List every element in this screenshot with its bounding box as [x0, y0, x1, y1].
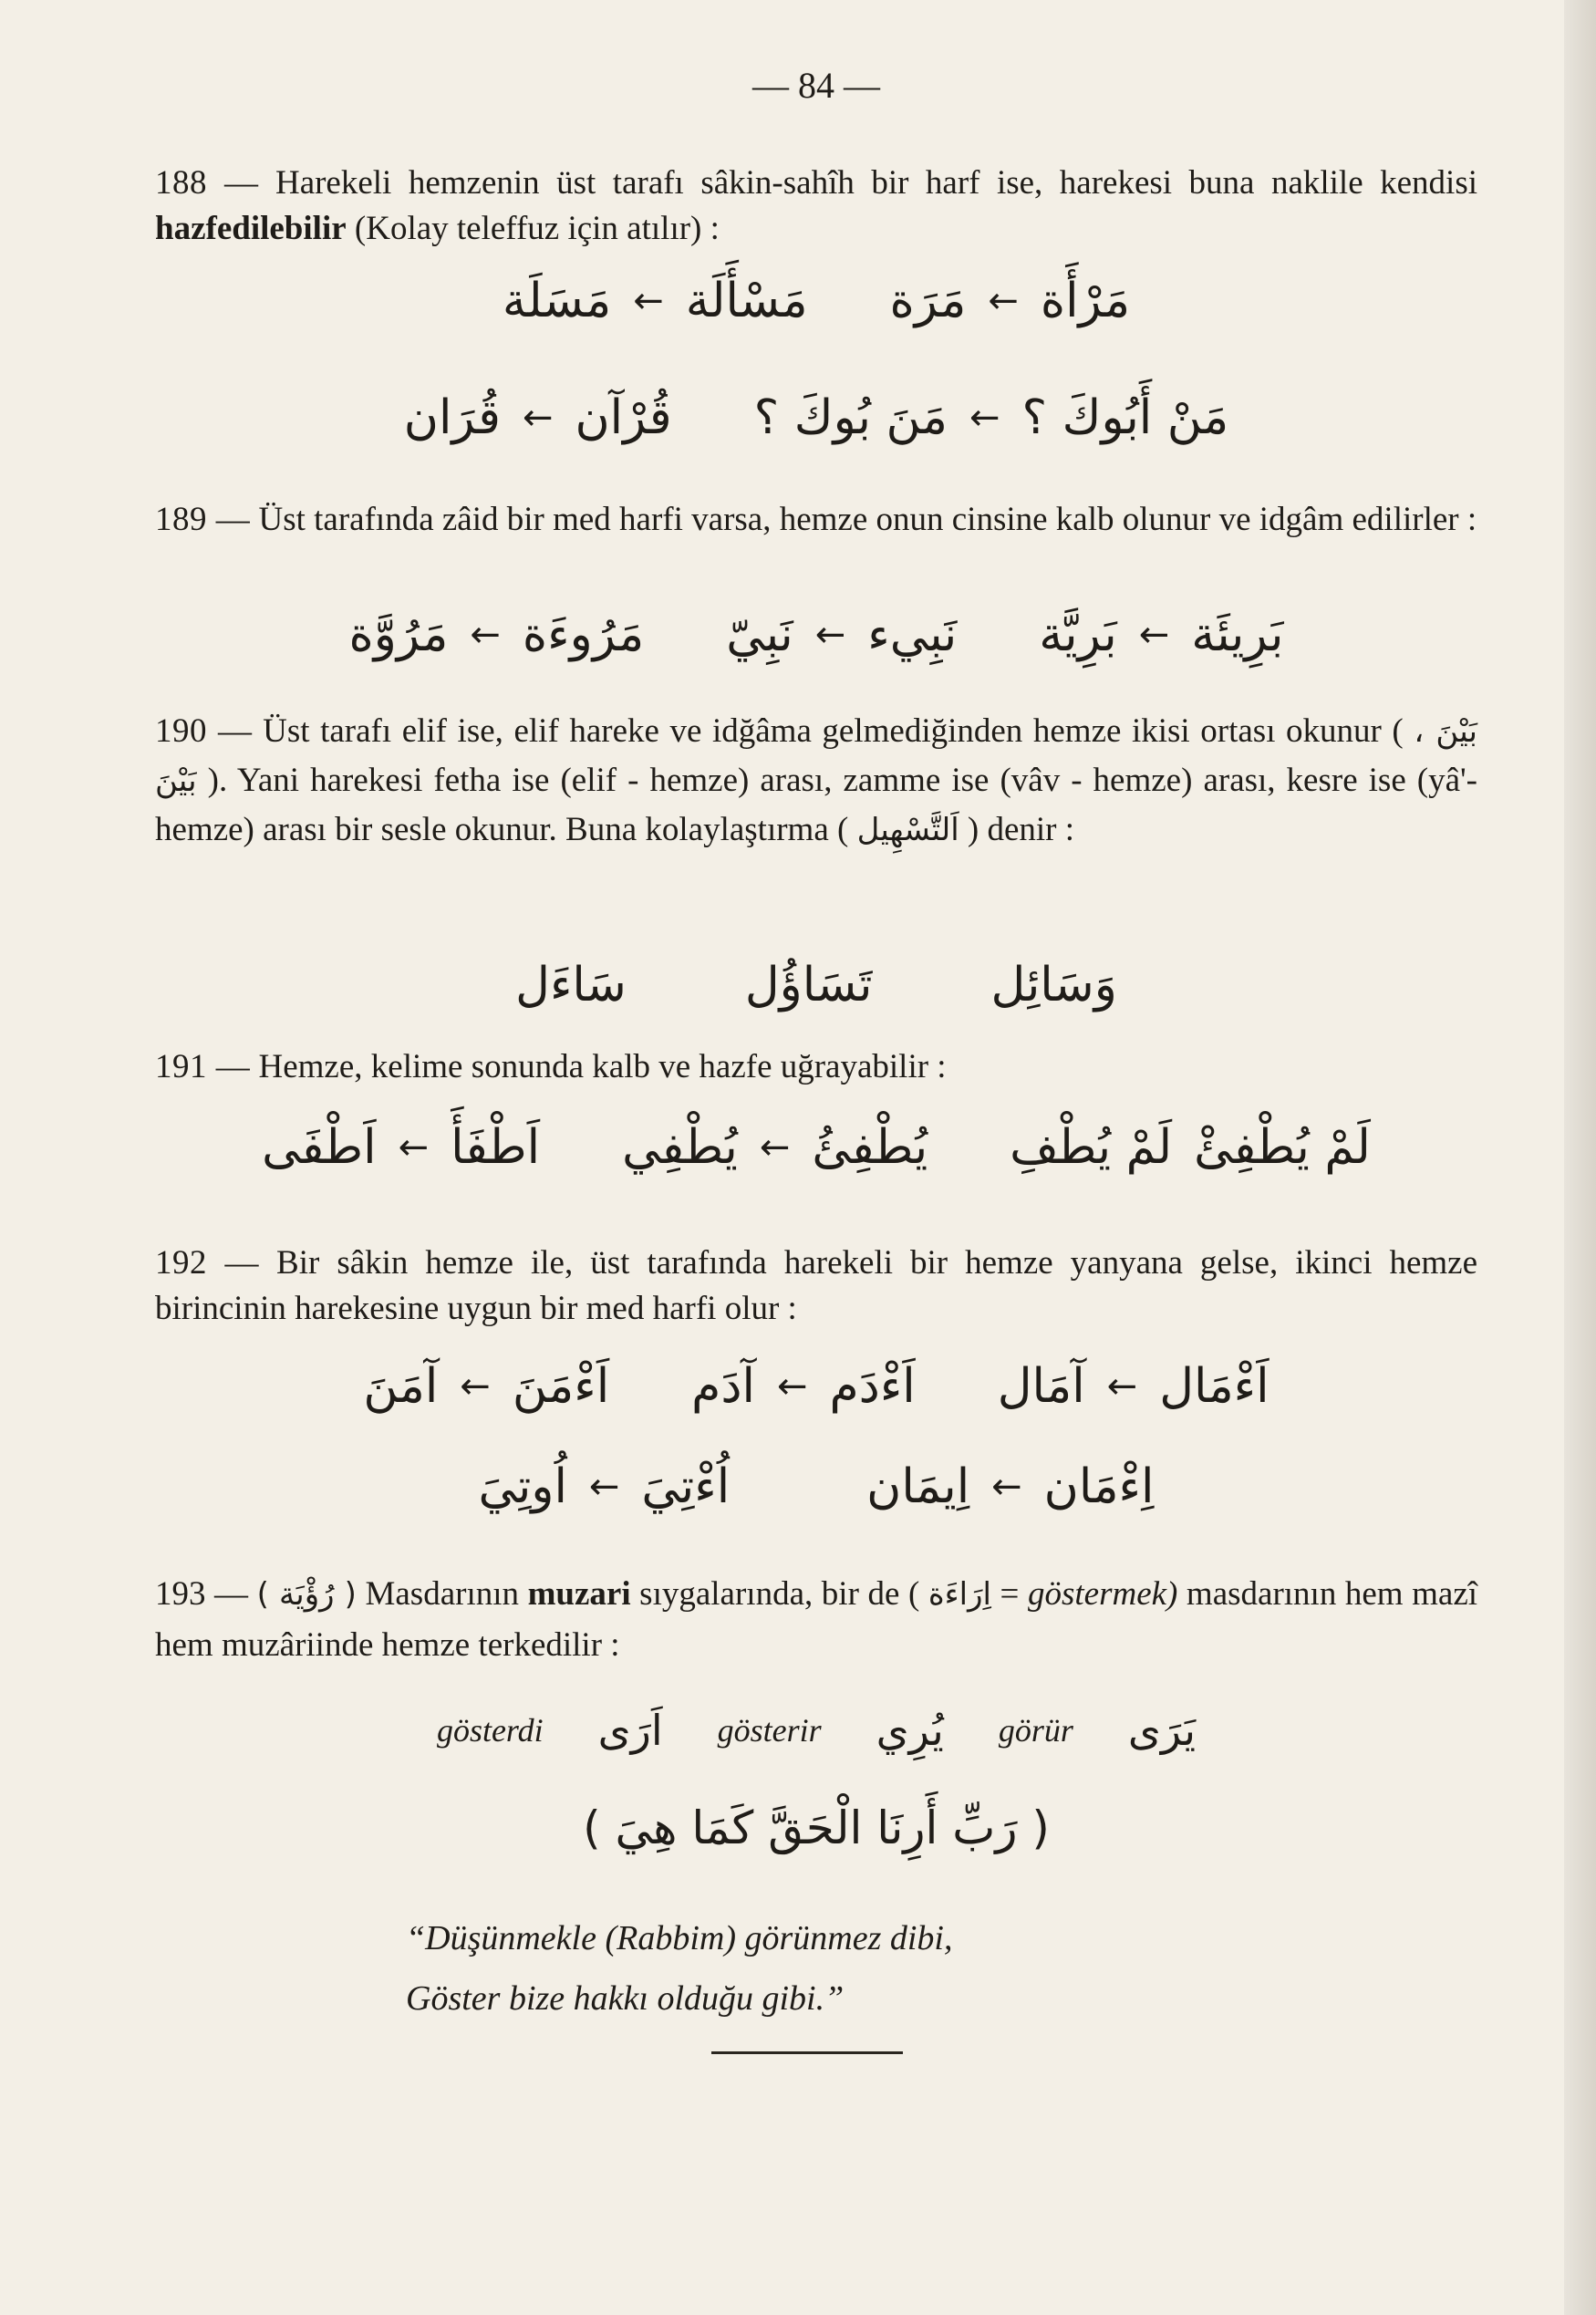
arabic-word: قُرْآن	[575, 390, 672, 445]
arrow-icon: ←	[988, 280, 1019, 322]
arabic-word: وَسَائِل	[990, 958, 1117, 1012]
section-text: (Kolay teleffuz için atılır) :	[354, 210, 720, 247]
arabic-word: اَرَى	[597, 1706, 663, 1755]
arrow-icon: ←	[1138, 614, 1170, 656]
arabic-word: مَرْأَة	[1040, 274, 1131, 328]
verb-forms-row	[155, 1706, 1477, 1755]
arabic-word: يُرِي	[876, 1706, 944, 1755]
example-row	[155, 607, 1477, 662]
arrow-icon: ←	[1106, 1365, 1138, 1407]
arabic-word: يُطْفِئُ	[812, 1120, 928, 1175]
arabic-inline: ( رُؤْيَة )	[256, 1576, 357, 1613]
italic-term: göstermek)	[1027, 1575, 1178, 1613]
arabic-word: آمَنَ	[363, 1359, 439, 1414]
section-number: 190 —	[155, 712, 253, 750]
poem	[406, 1908, 1227, 2029]
example-row	[155, 390, 1477, 445]
arrow-icon: ←	[470, 614, 501, 656]
section-189-text	[155, 497, 1477, 543]
arabic-verse: ( رَبِّ أَرِنَا الْحَقَّ كَمَا هِيَ )	[583, 1801, 1050, 1854]
example-pair	[691, 1359, 916, 1414]
arrow-icon: ←	[460, 1365, 491, 1407]
arabic-word: اِيمَان	[866, 1459, 970, 1514]
arrow-icon: ←	[814, 614, 846, 656]
arabic-word: اَطْفَأَ	[451, 1120, 541, 1175]
bold-term: muzari	[527, 1575, 631, 1613]
arabic-word: سَاءَل	[515, 958, 627, 1012]
arrow-icon: ←	[969, 397, 1000, 439]
example-pair	[754, 390, 1229, 445]
form-label: gösterir	[717, 1712, 822, 1749]
section-number: 189 —	[155, 501, 251, 538]
arabic-word: مَسَلَة	[502, 274, 612, 328]
example-pair	[726, 607, 957, 662]
arrow-icon: ←	[633, 280, 664, 322]
example-pair	[262, 1120, 540, 1175]
example-row	[155, 1359, 1477, 1414]
arrow-icon: ←	[588, 1466, 620, 1508]
poem-line: Göster bize hakkı olduğu gibi.”	[406, 1979, 845, 2018]
section-text: Hemze, kelime sonunda kalb ve hazfe uğrayabilir :	[258, 1048, 947, 1085]
page-edge	[1564, 0, 1596, 2315]
example-pair	[866, 1459, 1154, 1514]
arabic-word: اُءْتِيَ	[641, 1459, 731, 1514]
section-text: ) denir :	[967, 811, 1075, 848]
section-text: sıygalarında, bir de (	[639, 1575, 920, 1613]
arrow-icon: ←	[522, 397, 554, 439]
arabic-word: اَءْمَنَ	[512, 1359, 610, 1414]
example-row	[155, 1120, 1477, 1175]
example-pair	[404, 390, 672, 445]
arabic-word: اَءْدَم	[829, 1359, 916, 1414]
poem-line: “Düşünmekle (Rabbim) görünmez dibi,	[406, 1919, 953, 1957]
arabic-word: مَسْأَلَة	[685, 274, 808, 328]
section-number: 192 —	[155, 1244, 260, 1282]
section-188-text	[155, 161, 1477, 252]
form-label: görür	[998, 1712, 1073, 1749]
arabic-word: آدَم	[691, 1359, 755, 1414]
section-text: Üst tarafı elif ise, elif hareke ve idğâma gelmediğinden hemze ikisi ortası okunur (	[263, 712, 1404, 750]
section-number: 193 —	[155, 1575, 249, 1613]
section-number: 188 —	[155, 164, 259, 202]
arrow-icon: ←	[991, 1466, 1022, 1508]
arabic-word: آمَال	[997, 1359, 1085, 1414]
section-192-text	[155, 1241, 1477, 1332]
example-pair	[363, 1359, 609, 1414]
bold-term: hazfedilebilir	[155, 210, 347, 247]
example-row	[155, 274, 1477, 328]
arabic-word: نَبِيء	[867, 607, 958, 662]
arrow-icon: ←	[759, 1126, 791, 1168]
arabic-word: مَنْ أَبُوكَ ؟	[1021, 390, 1229, 445]
section-193-text	[155, 1569, 1477, 1670]
example-pair	[1039, 607, 1283, 662]
book-page	[155, 0, 1477, 2315]
arabic-word: اَءْمَال	[1159, 1359, 1270, 1414]
arabic-word: اِءْمَان	[1043, 1459, 1155, 1514]
arabic-inline: اَلتَّسْهِيل	[856, 812, 959, 848]
arrow-icon: ←	[398, 1126, 430, 1168]
arabic-word: بَرِيئَة	[1191, 607, 1284, 662]
arabic-word: قُرَان	[403, 390, 501, 445]
example-pair	[479, 1459, 731, 1514]
arabic-word: بَرِيَّة	[1039, 607, 1117, 662]
section-190-text	[155, 707, 1477, 855]
arabic-word: يُطْفِي	[622, 1120, 738, 1175]
section-text: Üst tarafında zâid bir med harfi varsa, hemze onun cinsine kalb olunur ve idgâm edilirler :	[258, 501, 1477, 538]
page-number: — 84 —	[752, 65, 880, 106]
section-number: 191 —	[155, 1048, 251, 1085]
arabic-word: مَنَ بُوكَ ؟	[753, 390, 948, 445]
end-divider	[711, 2051, 903, 2054]
section-text: Harekeli hemzenin üst tarafı sâkin-sahîh bir harf ise, harekesi buna naklile kendisi	[275, 164, 1477, 202]
arabic-word: يَرَى	[1127, 1706, 1197, 1755]
example-pair	[998, 1359, 1270, 1414]
example-pair	[348, 607, 644, 662]
section-text: masdarının hem mazî hem muzâriinde hemze terkedilir :	[155, 1575, 1478, 1664]
arabic-word: اُوتِيَ	[478, 1459, 567, 1514]
section-text: Bir sâkin hemze ile, üst tarafında harekeli bir hemze yanyana gelse, ikinci hemze birincinin harekesine uygun bir med harfi olur :	[155, 1244, 1478, 1327]
section-text: Masdarının	[365, 1575, 520, 1613]
example-pair	[503, 274, 808, 328]
example-pair	[622, 1120, 928, 1175]
arabic-inline: بَيْنَ ، بَيْنَ	[155, 713, 1478, 799]
arabic-word: مَرُوَّة	[348, 607, 449, 662]
form-label: gösterdi	[436, 1712, 544, 1749]
arabic-word: مَرُوءَة	[522, 607, 645, 662]
example-pair	[1010, 1120, 1371, 1175]
section-text: ). Yani harekesi fetha ise (elif - hemze) arası, zamme ise (vâv - hemze) arası, kesre ise (yâ'- hemze) arası bir sesle okunur. Buna kolaylaştırma (	[155, 762, 1478, 848]
arabic-word: نَبِيّ	[726, 607, 793, 662]
arabic-word: لَمْ يُطْفِ	[1010, 1120, 1173, 1175]
arabic-inline: اِرَاءَة	[928, 1576, 991, 1613]
arrow-icon: ←	[776, 1365, 808, 1407]
arabic-word: اَطْفَى	[262, 1120, 377, 1175]
example-row	[155, 1459, 1477, 1514]
section-text: =	[1000, 1575, 1020, 1613]
arabic-word: تَسَاؤُل	[744, 958, 873, 1012]
example-pair	[890, 274, 1131, 328]
arabic-word: مَرَة	[889, 274, 967, 328]
arabic-word: لَمْ يُطْفِئْ	[1194, 1120, 1371, 1175]
section-191-text	[155, 1044, 1477, 1090]
example-row	[155, 958, 1477, 1012]
